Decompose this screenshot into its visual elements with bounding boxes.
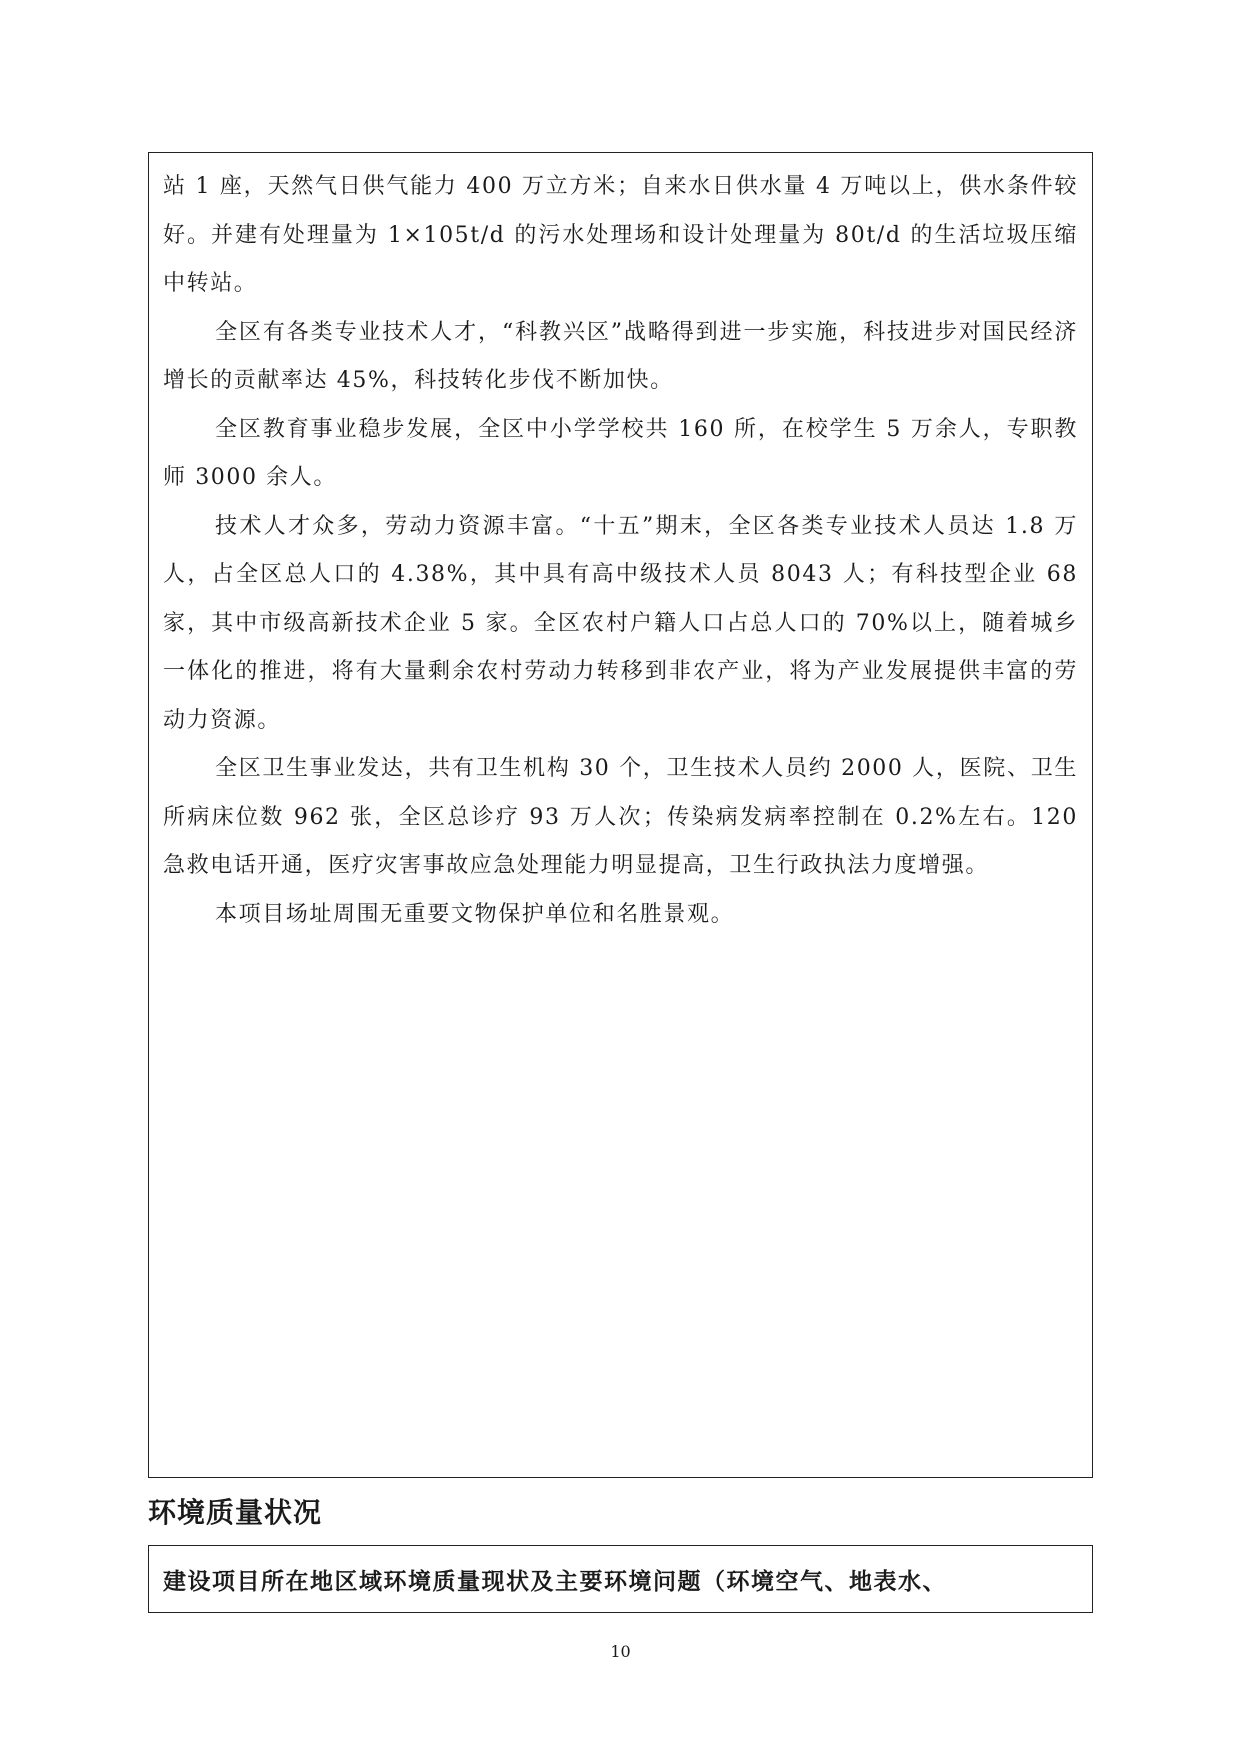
section-heading: 环境质量状况 [148, 1496, 323, 1529]
paragraph-labor-resources: 技术人才众多，劳动力资源丰富。“十五”期末，全区各类专业技术人员达 1.8 万人，占全区总人口的 4.38%，其中具有高中级技术人员 8043 人；有科技型企业 68 家，其中市级高新技术企业 5 家。全区农村户籍人口占总人口的 70%以上，随着城乡一体化的推进，将有大量剩余农村劳动力转移到非农产业，将为产业发展提供丰富的劳动力资源。 [163, 513, 1078, 733]
paragraph-education: 全区教育事业稳步发展，全区中小学学校共 160 所，在校学生 5 万余人，专职教师 3000 余人。 [163, 416, 1078, 490]
subheading-table-cell [148, 1545, 1093, 1613]
content-table-cell [148, 152, 1093, 1478]
paragraph-health: 全区卫生事业发达，共有卫生机构 30 个，卫生技术人员约 2000 人，医院、卫生所病床位数 962 张，全区总诊疗 93 万人次；传染病发病率控制在 0.2%左右。120 急救电话开通，医疗灾害事故应急处理能力明显提高，卫生行政执法力度增强。 [163, 756, 1078, 878]
paragraph-science-talent: 全区有各类专业技术人才，“科教兴区”战略得到进一步实施，科技进步对国民经济增长的贡献率达 45%，科技转化步伐不断加快。 [163, 319, 1078, 393]
paragraph-cultural-relics: 本项目场址周围无重要文物保护单位和名胜景观。 [215, 901, 735, 927]
page-number: 10 [610, 1642, 631, 1661]
paragraph-utilities: 站 1 座，天然气日供气能力 400 万立方米；自来水日供水量 4 万吨以上，供水条件较好。并建有处理量为 1×105t/d 的污水处理场和设计处理量为 80t/d 的生活垃圾压缩中转站。 [163, 174, 1078, 296]
subheading-text: 建设项目所在地区域环境质量现状及主要环境问题（环境空气、地表水、 [163, 1568, 947, 1595]
